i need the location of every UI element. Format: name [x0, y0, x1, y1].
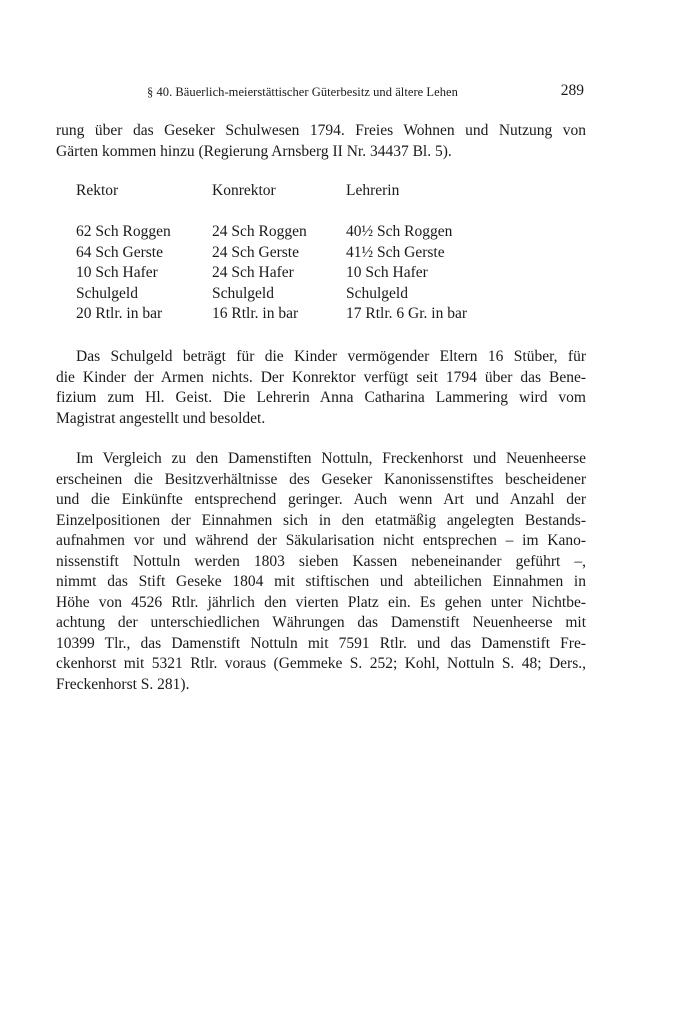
text-line: Einzelpositionen der Einnahmen sich in den etatmäßig angelegten Bestands-: [56, 511, 586, 529]
table-cell: 24 Sch Gerste: [212, 243, 299, 261]
table-cell: Schulgeld: [212, 284, 274, 302]
table-cell: 10 Sch Hafer: [346, 264, 428, 281]
text-line: nissenstift Nottuln werden 1803 sieben Kassen nebeneinander geführt –,: [56, 552, 586, 570]
table-cell: 24 Sch Hafer: [212, 264, 294, 281]
text-line: rung über das Geseker Schulwesen 1794. Freies Wohnen und Nutzung von: [56, 122, 586, 139]
column-lehrerin: [346, 181, 467, 325]
paragraph-1: [56, 121, 586, 162]
table-cell: 62 Sch Roggen: [76, 223, 171, 240]
table-cell: 16 Rtlr. in bar: [212, 305, 299, 322]
text-line: aufnahmen vor und während der Säkularisation nicht entsprechen – im Kano-: [56, 532, 586, 549]
column-header: Rektor: [76, 182, 119, 199]
table-cell: 24 Sch Roggen: [212, 223, 307, 240]
text-line: Höhe von 4526 Rtlr. jährlich den vierten Platz ein. Es gehen unter Nichtbe-: [56, 593, 586, 611]
column-header: Lehrerin: [346, 182, 400, 199]
table-cell: Schulgeld: [346, 284, 408, 302]
table-cell: 40½ Sch Roggen: [346, 223, 453, 240]
text-line: fizium zum Hl. Geist. Die Lehrerin Anna Catharina Lammering wird vom: [56, 389, 586, 406]
page-number: 289: [560, 82, 584, 99]
text-line: Gärten kommen hinzu (Regierung Arnsberg II Nr. 34437 Bl. 5).: [56, 142, 452, 160]
text-line: die Kinder der Armen nichts. Der Konrektor verfügt seit 1794 über das Bene-: [56, 368, 586, 386]
table-cell: 64 Sch Gerste: [76, 243, 163, 261]
text-line: und die Einkünfte entsprechend geringer. Auch wenn Art und Anzahl der: [56, 491, 586, 508]
running-head: [56, 82, 586, 104]
table-cell: 10 Sch Hafer: [76, 264, 158, 281]
text-line: Freckenhorst S. 281).: [56, 675, 190, 693]
text-line: Magistrat angestellt und besoldet.: [56, 409, 266, 427]
text-line: Das Schulgeld beträgt für die Kinder vermögender Eltern 16 Stüber, für: [76, 348, 586, 365]
paragraph-3: [56, 449, 586, 695]
running-title: § 40. Bäuerlich-meierstättischer Güterbesitz und ältere Lehen: [147, 85, 458, 99]
text-line: erscheinen die Besitzverhältnisse des Geseker Kanonissenstiftes bescheidener: [56, 470, 586, 488]
table-cell: 20 Rtlr. in bar: [76, 305, 163, 322]
text-line: nimmt das Stift Geseke 1804 mit stiftischen und abteilichen Einnahmen in: [56, 573, 586, 590]
table-cell: Schulgeld: [76, 284, 138, 302]
column-konrektor: [212, 181, 307, 325]
text-line: 10399 Tlr., das Damenstift Nottuln mit 7591 Rtlr. und das Damenstift Fre-: [56, 634, 586, 652]
text-line: ckenhorst mit 5321 Rtlr. voraus (Gemmeke S. 252; Kohl, Nottuln S. 48; Ders.,: [56, 655, 586, 672]
table-cell: 17 Rtlr. 6 Gr. in bar: [346, 305, 467, 322]
text-line: Im Vergleich zu den Damenstiften Nottuln, Freckenhorst und Neuenheerse: [76, 450, 586, 467]
text-line: achtung der unterschiedlichen Währungen das Damenstift Neuenheerse mit: [56, 614, 586, 631]
column-header: Konrektor: [212, 182, 276, 199]
table-cell: 41½ Sch Gerste: [346, 243, 445, 261]
paragraph-2: [56, 347, 586, 429]
column-rektor: [76, 181, 171, 325]
